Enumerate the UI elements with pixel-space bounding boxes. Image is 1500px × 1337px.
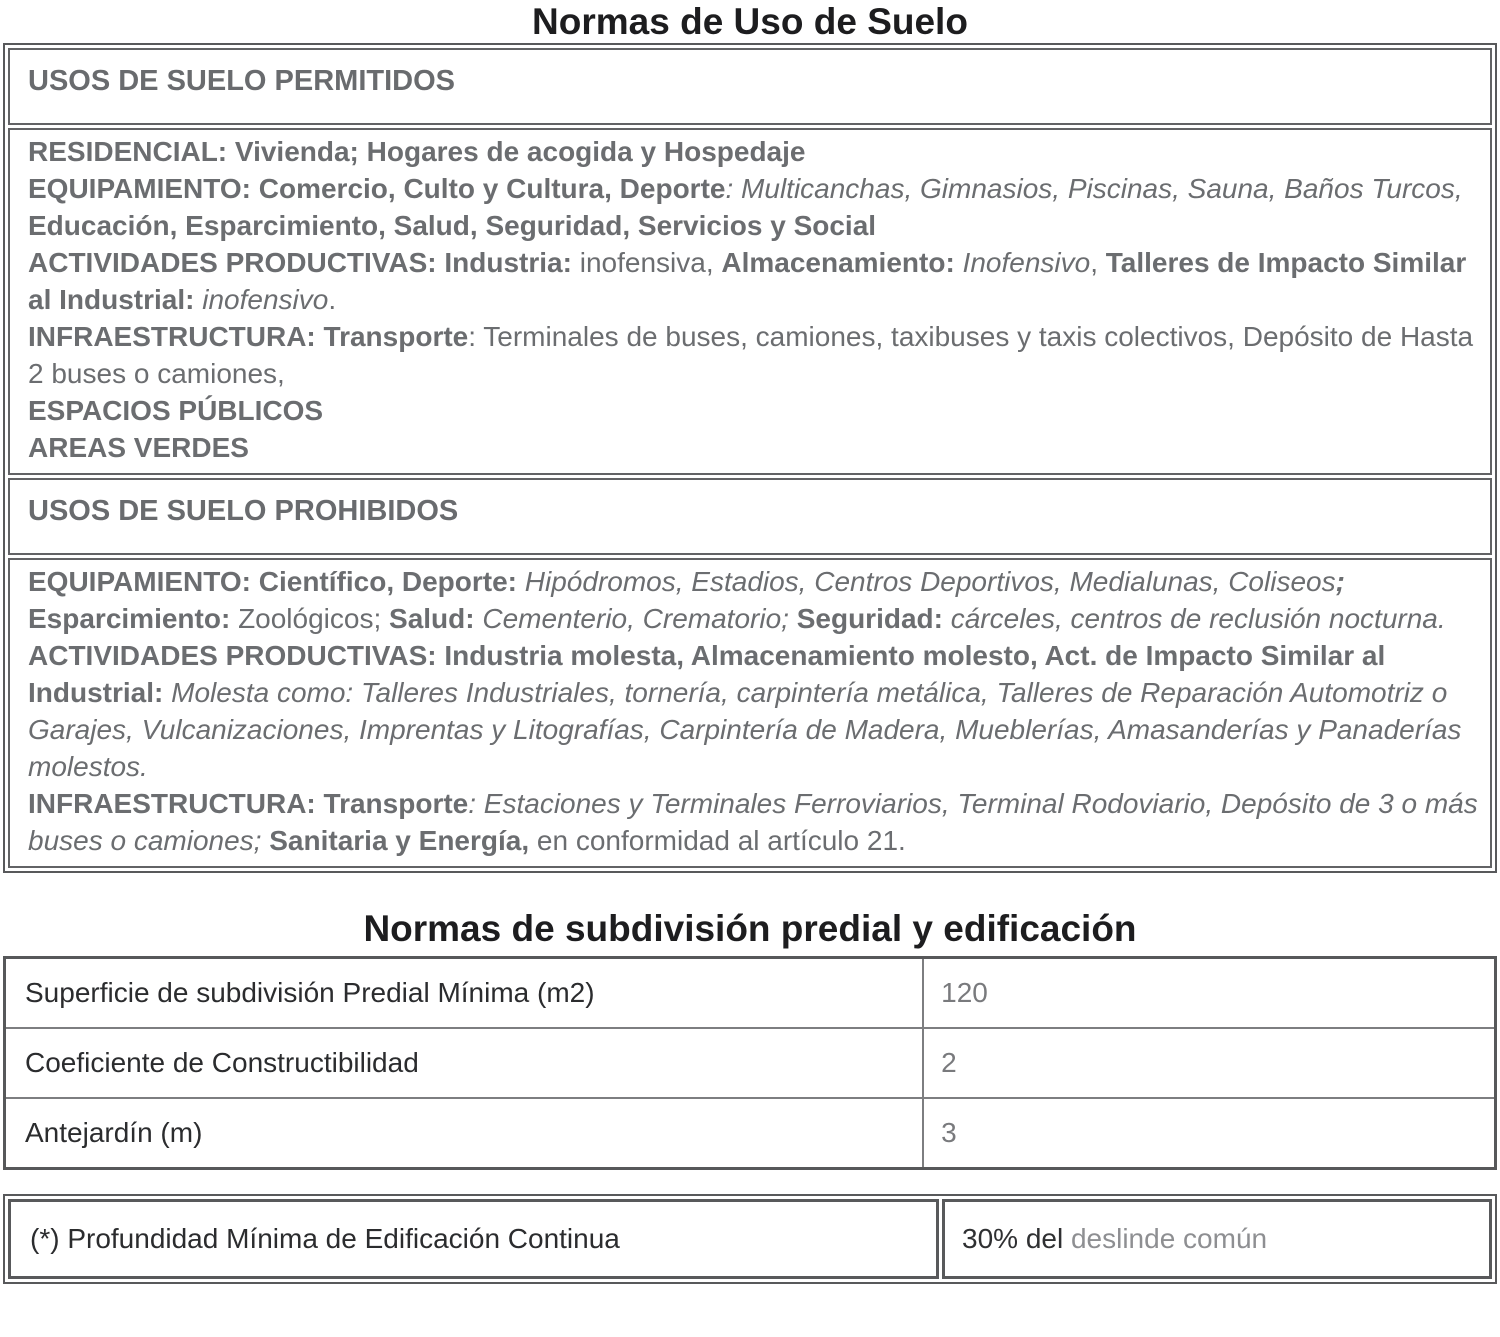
row-value: 120: [923, 958, 1495, 1029]
row-label: Antejardín (m): [5, 1098, 924, 1169]
continuous-building-depth-table: [3, 1194, 1497, 1284]
land-use-table: [3, 43, 1497, 873]
table-row: [8, 558, 1492, 868]
table-row: [8, 1199, 1492, 1279]
row-value: 2: [923, 1028, 1495, 1098]
subdivision-title: Normas de subdivisión predial y edificación: [363, 908, 1137, 949]
row-label: Superficie de subdivisión Predial Mínima (m2): [5, 958, 924, 1029]
table-row: [5, 1098, 1496, 1169]
prohibited-uses-content: EQUIPAMIENTO: Científico, Deporte: Hipódromos, Estadios, Centros Deportivos, Medialunas, Coliseos; Esparcimiento: Zoológicos; Salud: Cementerio, Crematorio; Seguridad: cárceles, centros de reclusión nocturna. ACTIVIDADES PRODUCTIVAS: Industria molesta, Almacenamiento molesto, Act. de Impacto Similar al Industrial: Molesta como: Talleres Industriales, tornería, carpintería metálica, Talleres de Reparación Automotriz o Garajes, Vulcanizaciones, Imprentas y Litografías, Carpintería de Madera, Mueblerías, Amasanderías y Panaderías molestos. INFRAESTRUCTURA: Transporte: Estaciones y Terminales Ferroviarios, Terminal Rodoviario, Depósito de 3 o más buses o camiones; Sanitaria y Energía, en conformidad al artículo 21.: [8, 558, 1492, 868]
row-label: Coeficiente de Constructibilidad: [5, 1028, 924, 1098]
table-row: [8, 48, 1492, 125]
row-value: 3: [923, 1098, 1495, 1169]
table-row: [8, 478, 1492, 555]
row-value: 30% del deslinde común: [942, 1199, 1492, 1279]
permitted-uses-content: RESIDENCIAL: Vivienda; Hogares de acogida y Hospedaje EQUIPAMIENTO: Comercio, Culto y Cultura, Deporte: Multicanchas, Gimnasios, Piscinas, Sauna, Baños Turcos, Educación, Esparcimiento, Salud, Seguridad, Servicios y Social ACTIVIDADES PRODUCTIVAS: Industria: inofensiva, Almacenamiento: Inofensivo, Talleres de Impacto Similar al Industrial: inofensivo. INFRAESTRUCTURA: Transporte: Terminales de buses, camiones, taxibuses y taxis colectivos, Depósito de Hasta 2 buses o camiones, ESPACIOS PÚBLICOS AREAS VERDES: [8, 128, 1492, 475]
prohibited-uses-header: USOS DE SUELO PROHIBIDOS: [8, 478, 1492, 555]
subdivision-table: [3, 956, 1497, 1170]
land-use-title: Normas de Uso de Suelo: [532, 1, 968, 42]
permitted-uses-header: USOS DE SUELO PERMITIDOS: [8, 48, 1492, 125]
table-row: [5, 1028, 1496, 1098]
table-row: [5, 958, 1496, 1029]
table-row: [8, 128, 1492, 475]
row-label: (*) Profundidad Mínima de Edificación Continua: [8, 1199, 939, 1279]
